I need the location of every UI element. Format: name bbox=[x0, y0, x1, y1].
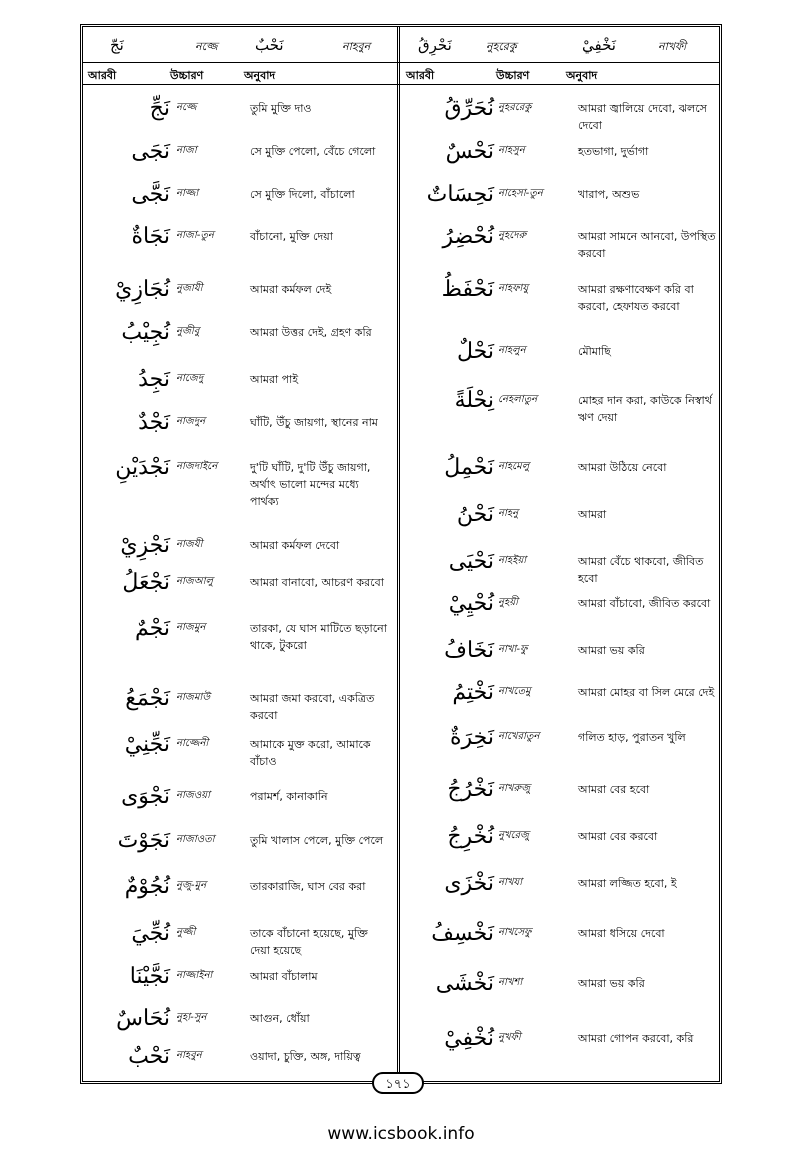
arabic-word: نَجَّى bbox=[131, 182, 170, 207]
pronunciation: নাখসেফু bbox=[498, 927, 532, 938]
arabic-word: نَحْسٌ bbox=[445, 139, 494, 164]
pronunciation: নাজযী bbox=[176, 539, 203, 550]
pronunciation: নাহেসা-তুন bbox=[498, 188, 543, 199]
meaning: আমরা লজ্জিত হবো, ই bbox=[578, 877, 677, 890]
arabic-word: نَخِرَةٌ bbox=[450, 725, 494, 750]
pronunciation: নাজা bbox=[176, 145, 197, 156]
arabic-word: نَخْتِمُ bbox=[452, 680, 494, 705]
pronunciation: নুজাযী bbox=[176, 283, 203, 294]
pronunciation: নুহদেরু bbox=[498, 230, 527, 241]
guide-pron: নজ্জে bbox=[195, 40, 218, 53]
arabic-word: نُجَازِيْ bbox=[115, 277, 170, 302]
pronunciation: নাজমুন bbox=[176, 622, 206, 633]
arabic-word: نَحْيَى bbox=[448, 549, 494, 574]
meaning: আমরা জমা করবো, একত্রিত করবো bbox=[250, 692, 375, 722]
meaning: আমরা বানাবো, আচরণ করবো bbox=[250, 576, 384, 589]
arabic-word: نَجْدٌ bbox=[138, 410, 170, 435]
pronunciation: নাহনু bbox=[498, 508, 519, 519]
arabic-word: نَجِّ bbox=[149, 96, 170, 121]
meaning: তারকারাজি, ঘাস বের করা bbox=[250, 880, 366, 893]
meaning: আমরা উঠিয়ে নেবো bbox=[578, 461, 667, 474]
arabic-word: نَحِسَاتٌ bbox=[426, 182, 494, 207]
page-number: ১৭১ bbox=[372, 1072, 424, 1094]
arabic-word: نَخَافُ bbox=[444, 638, 494, 663]
pronunciation: নাজ্জা bbox=[176, 188, 199, 199]
meaning: আমরা ভয় করি bbox=[578, 644, 645, 657]
pronunciation: নুজু-মুন bbox=[176, 880, 207, 891]
header-arabic: আরবী bbox=[406, 69, 435, 82]
column-divider bbox=[397, 26, 400, 1072]
meaning: আমরা বাঁচালাম bbox=[250, 970, 318, 983]
arabic-word: نَخْسِفُ bbox=[431, 921, 494, 946]
guide-word: نَجّ bbox=[110, 36, 124, 54]
arabic-word: نَجِدُ bbox=[138, 367, 170, 392]
pronunciation: নুখফী bbox=[498, 1032, 521, 1043]
meaning: বাঁচানো, মুক্তি দেয়া bbox=[250, 230, 333, 243]
pronunciation: নাজওয়া bbox=[176, 790, 210, 801]
pronunciation: নাহবুন bbox=[176, 1050, 202, 1061]
guide-word: نَحْبٌ bbox=[255, 36, 284, 54]
pronunciation: নাখরুজু bbox=[498, 783, 531, 794]
arabic-word: نَخْزَى bbox=[444, 871, 494, 896]
arabic-word: نُخْرِجُ bbox=[447, 824, 494, 849]
header-arabic: আরবী bbox=[88, 69, 117, 82]
meaning: খারাপ, অশুভ bbox=[578, 188, 640, 201]
pronunciation: নজ্জে bbox=[176, 102, 197, 113]
arabic-word: نَحْبٌ bbox=[128, 1044, 170, 1069]
header-pron: উচ্চারণ bbox=[496, 69, 530, 82]
arabic-word: نَخْرُجُ bbox=[447, 777, 494, 802]
meaning: আমরা বেঁচে থাকবো, জীবিত হবো bbox=[578, 555, 704, 585]
arabic-word: نُحَاسٌ bbox=[116, 1006, 170, 1031]
meaning: আমরা পাই bbox=[250, 373, 299, 386]
pronunciation: নাহমেলু bbox=[498, 461, 530, 472]
pronunciation: নাখতেমু bbox=[498, 686, 531, 697]
arabic-word: نُجُوْمٌ bbox=[124, 874, 170, 899]
arabic-word: نَجَى bbox=[131, 139, 170, 164]
pronunciation: নাজা-তুন bbox=[176, 230, 214, 241]
header-meaning: অনুবাদ bbox=[244, 69, 276, 82]
guide-pron: নাহবুন bbox=[342, 40, 371, 53]
meaning: তাকে বাঁচানো হয়েছে, মুক্তি দেয়া হয়েছে bbox=[250, 927, 368, 957]
header-pron: উচ্চারণ bbox=[170, 69, 204, 82]
meaning: তুমি খালাস পেলে, মুক্তি পেলে bbox=[250, 834, 384, 847]
pronunciation: নাখা-ফু bbox=[498, 644, 528, 655]
pronunciation: নাজদাইনে bbox=[176, 461, 218, 472]
arabic-word: نَجْمَعُ bbox=[125, 686, 170, 711]
meaning: মোহর দান করা, কাউকে নিস্বার্থ ঋণ দেয়া bbox=[578, 394, 712, 424]
pronunciation: নাজ্জাইনা bbox=[176, 970, 213, 981]
pronunciation: নাখশা bbox=[498, 977, 523, 988]
arabic-word: نُجِّيَ bbox=[131, 921, 170, 946]
pronunciation: নাহইয়া bbox=[498, 555, 527, 566]
arabic-word: نُخْفِيْ bbox=[444, 1026, 494, 1051]
meaning: আমরা বাঁচাবো, জীবিত করবো bbox=[578, 597, 711, 610]
header-meaning: অনুবাদ bbox=[566, 69, 598, 82]
arabic-word: نَحْنُ bbox=[456, 502, 494, 527]
arabic-word: نَحْمِلُ bbox=[444, 455, 494, 480]
guide-word: نَحْرِقُ bbox=[418, 36, 452, 54]
arabic-word: نَحْفَظُ bbox=[441, 277, 494, 302]
pronunciation: নাহলুন bbox=[498, 345, 526, 356]
pronunciation: নুজীবু bbox=[176, 326, 200, 337]
meaning: আগুন, ধোঁয়া bbox=[250, 1012, 310, 1025]
arabic-word: نَجَاةٌ bbox=[131, 224, 170, 249]
arabic-word: نُجِيْبُ bbox=[121, 320, 170, 345]
meaning: আমরা ধসিয়ে দেবো bbox=[578, 927, 665, 940]
arabic-word: نَجَوْتَ bbox=[117, 828, 170, 853]
arabic-word: نَجْعَلُ bbox=[122, 570, 170, 595]
meaning: তারকা, যে ঘাস মাটিতে ছড়ানো থাকে, টুকরো bbox=[250, 622, 387, 652]
meaning: সে মুক্তি পেলো, বেঁচে গেলো bbox=[250, 145, 376, 158]
arabic-word: نَجِّنِيْ bbox=[124, 732, 170, 757]
meaning: ওয়াদা, চুক্তি, অঙ্গ, দায়িত্ব bbox=[250, 1050, 361, 1063]
pronunciation: নেহলাতুন bbox=[498, 394, 538, 405]
arabic-word: نُحْضِرُ bbox=[442, 224, 494, 249]
meaning: পরামর্শ, কানাকানি bbox=[250, 790, 328, 803]
guide-pron: নাখফী bbox=[658, 40, 687, 53]
pronunciation: নাজেদু bbox=[176, 373, 204, 384]
pronunciation: নুহয়ী bbox=[498, 597, 518, 608]
pronunciation: নাজমাউ bbox=[176, 692, 211, 703]
guide-rule bbox=[82, 62, 720, 63]
pronunciation: নুজ্জী bbox=[176, 927, 196, 938]
meaning: আমরা মোহর বা সিল মেরে দেই bbox=[578, 686, 715, 699]
arabic-word: نَجْمٌ bbox=[135, 616, 170, 641]
pronunciation: নাখযা bbox=[498, 877, 523, 888]
meaning: গলিত হাড়, পুরাতন খুলি bbox=[578, 731, 686, 744]
guide-word: نَخْفِيْ bbox=[582, 36, 616, 54]
meaning: আমরা বের হবো bbox=[578, 783, 650, 796]
meaning: মৌমাছি bbox=[578, 345, 611, 358]
arabic-word: نُحَرِّقُ bbox=[444, 96, 494, 121]
arabic-word: نَحْلٌ bbox=[457, 339, 494, 364]
arabic-word: نَخْشَى bbox=[435, 971, 494, 996]
meaning: আমরা গোপন করবো, করি bbox=[578, 1032, 694, 1045]
meaning: আমরা বের করবো bbox=[578, 830, 658, 843]
arabic-word: نَجْزِيْ bbox=[120, 533, 170, 558]
pronunciation: নাহসুন bbox=[498, 145, 525, 156]
pronunciation: নাজ্জেনী bbox=[176, 738, 209, 749]
meaning: আমরা রক্ষণাবেক্ষণ করি বা করবো, হেফাযত করবো bbox=[578, 283, 694, 313]
pronunciation: নাজদুন bbox=[176, 416, 206, 427]
meaning: সে মুক্তি দিলো, বাঁচালো bbox=[250, 188, 355, 201]
guide-pron: নুহরেকু bbox=[486, 40, 517, 53]
meaning: আমরা উত্তর দেই, গ্রহণ করি bbox=[250, 326, 372, 339]
meaning: তুমি মুক্তি দাও bbox=[250, 102, 312, 115]
pronunciation: নুহররেকু bbox=[498, 102, 532, 113]
arabic-word: نَجْوَى bbox=[121, 784, 170, 809]
pronunciation: নাজআলু bbox=[176, 576, 213, 587]
meaning: ঘাঁটি, উঁচু জায়গা, স্থানের নাম bbox=[250, 416, 378, 429]
pronunciation: নাখেরাতুন bbox=[498, 731, 540, 742]
pronunciation: নাহফাযু bbox=[498, 283, 529, 294]
meaning: আমাকে মুক্ত করো, আমাকে বাঁচাও bbox=[250, 738, 371, 768]
meaning: দু'টি ঘাঁটি, দু'টি উঁচু জায়গা, অর্থাৎ ভালো মন্দের মধ্যে পার্থক্য bbox=[250, 461, 371, 508]
meaning: আমরা ভয় করি bbox=[578, 977, 645, 990]
pronunciation: নাজাওতা bbox=[176, 834, 215, 845]
meaning: আমরা সামনে আনবো, উপস্থিত করবো bbox=[578, 230, 716, 260]
meaning: আমরা কর্মফল দেই bbox=[250, 283, 332, 296]
meaning: আমরা জ্বালিয়ে দেবো, ঝলসে দেবো bbox=[578, 102, 707, 132]
pronunciation: নুখরেজু bbox=[498, 830, 530, 841]
arabic-word: نُحْيِيْ bbox=[448, 591, 494, 616]
meaning: আমরা কর্মফল দেবো bbox=[250, 539, 340, 552]
arabic-word: نَجْدَيْنِ bbox=[115, 455, 170, 480]
meaning: আমরা bbox=[578, 508, 607, 521]
arabic-word: نَجَّيْنَا bbox=[129, 964, 170, 989]
arabic-word: نِحْلَةً bbox=[454, 388, 494, 413]
meaning: হতভাগা, দুর্ভাগা bbox=[578, 145, 649, 158]
pronunciation: নুহা-সুন bbox=[176, 1012, 207, 1023]
footer-url[interactable]: www.icsbook.info bbox=[327, 1124, 475, 1144]
